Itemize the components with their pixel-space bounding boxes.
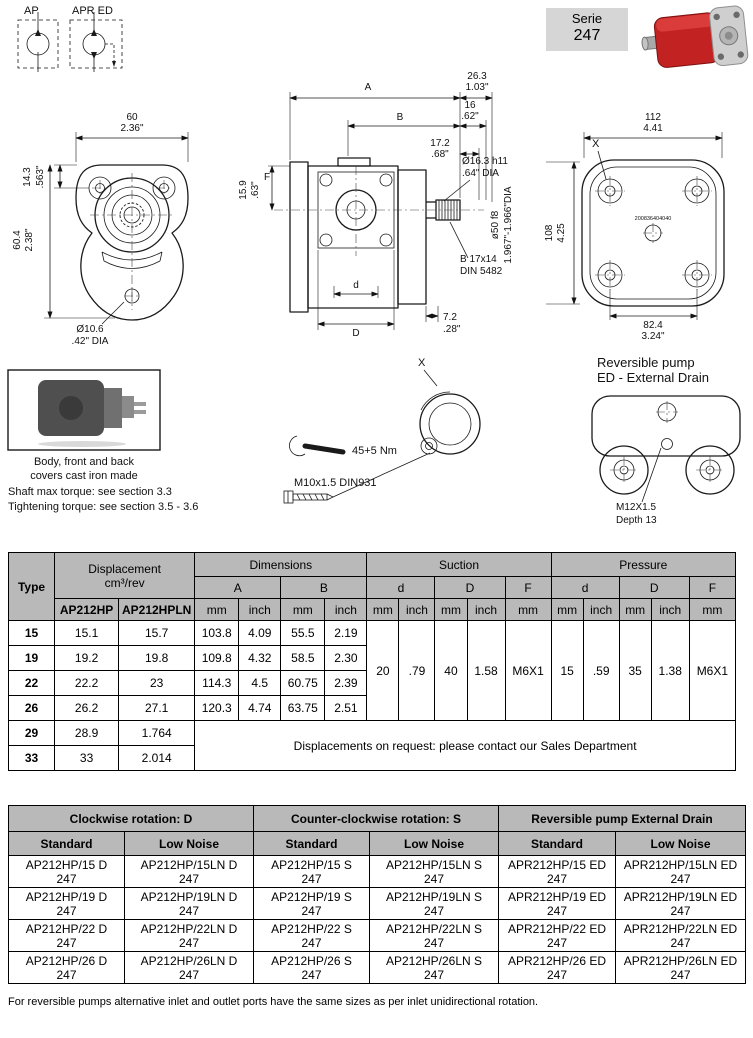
- order-code: AP212HP/19 S: [271, 889, 352, 904]
- side-view: [274, 158, 484, 312]
- value-cell: 63.75: [281, 696, 325, 721]
- order-code: AP212HP/19LN S: [385, 889, 483, 904]
- order-code-cell: [9, 952, 125, 984]
- bolt-spec: M10x1.5 DIN931: [294, 477, 377, 489]
- unit-header: inch: [325, 599, 367, 621]
- order-code-cell: [125, 920, 254, 952]
- dim-front-hole-in: .42" DIA: [71, 336, 109, 347]
- order-code-cell: [254, 856, 370, 888]
- order-serie: 247: [546, 903, 568, 918]
- dim-side-pilot-in: 1.967"-1.966"DIA: [503, 186, 514, 264]
- suction-f: M6X1: [505, 621, 551, 721]
- displacement-unit: cm³/rev: [104, 575, 145, 590]
- col-header-pressure-d: d: [551, 577, 619, 599]
- order-serie: 247: [56, 903, 77, 918]
- order-serie: 247: [670, 935, 691, 950]
- unit-header: inch: [583, 599, 619, 621]
- value-cell: 60.75: [281, 671, 325, 696]
- order-code: APR212HP/26LN ED: [623, 953, 738, 968]
- order-serie: 247: [546, 935, 568, 950]
- dim-front-hole-mm: Ø10.6: [76, 324, 104, 335]
- dim-front-width-in: 2.36": [120, 123, 144, 134]
- col-header-suction-f: F: [505, 577, 551, 599]
- back-stamp-text: 200836404040: [634, 216, 672, 222]
- pressure-D-mm: 35: [619, 621, 651, 721]
- unit-header: inch: [239, 599, 281, 621]
- value-cell: 103.8: [195, 621, 239, 646]
- dim-side-shaft-mm: Ø16.3 h11: [462, 156, 508, 167]
- order-serie: 247: [423, 871, 445, 886]
- x-detail-label: X: [418, 357, 426, 369]
- order-serie: 247: [423, 903, 445, 918]
- type-cell: 29: [9, 721, 55, 746]
- col-header-ap212hpln: AP212HPLN: [119, 599, 195, 621]
- order-serie: 247: [423, 935, 445, 950]
- unit-header: mm: [619, 599, 651, 621]
- drain-depth-label: Depth 13: [616, 515, 657, 526]
- order-code: APR212HP/19LN ED: [623, 889, 738, 904]
- ordering-table: [8, 805, 746, 984]
- type-cell: 33: [9, 746, 55, 771]
- order-code: AP212HP/26 S: [271, 953, 352, 968]
- order-code-cell: [9, 888, 125, 920]
- body-caption-line2: covers cast iron made: [30, 470, 138, 482]
- value-cell: 22.2: [55, 671, 119, 696]
- table-row: [9, 952, 746, 984]
- order-code-cell: [616, 856, 746, 888]
- order-code-cell: [254, 952, 370, 984]
- order-serie: 247: [56, 935, 77, 950]
- suction-d-mm: 20: [367, 621, 399, 721]
- order-code-cell: [125, 952, 254, 984]
- order-code: AP212HP/15 S: [271, 857, 352, 872]
- value-cell: 15.1: [55, 621, 119, 646]
- dim-front-height-in: 2.38": [24, 228, 35, 252]
- dim-side-b: B: [396, 112, 404, 123]
- pump-3d-image: [639, 5, 748, 74]
- order-code: AP212HP/22LN S: [385, 921, 483, 936]
- value-cell: 55.5: [281, 621, 325, 646]
- tightening-torque-note: Tightening torque: see section 3.5 - 3.6: [8, 501, 199, 513]
- col-header-pressure: Pressure: [551, 553, 735, 577]
- dim-side-e-in: .63": [250, 181, 261, 199]
- order-code: APR212HP/15LN ED: [623, 857, 738, 872]
- front-view: [76, 165, 188, 320]
- shaft-torque-note: Shaft max torque: see section 3.3: [8, 486, 172, 498]
- table-row: [9, 920, 746, 952]
- subheader-standard: Standard: [499, 832, 616, 856]
- order-serie: 247: [56, 967, 77, 982]
- apr-ed-symbol-label: APR ED: [72, 5, 113, 17]
- pressure-d-in: .59: [583, 621, 619, 721]
- order-serie: 247: [670, 871, 691, 886]
- reversible-title-line1: Reversible pump: [597, 355, 695, 370]
- dim-side-spline-std: DIN 5482: [460, 266, 503, 277]
- order-code-cell: [254, 920, 370, 952]
- table-row: [9, 621, 736, 646]
- serie-label: Serie: [571, 11, 603, 26]
- dim-front-flange-in: .563": [35, 165, 46, 189]
- order-serie: 247: [423, 967, 445, 982]
- unit-header: mm: [367, 599, 399, 621]
- value-cell: 58.5: [281, 646, 325, 671]
- value-cell: 2.51: [325, 696, 367, 721]
- value-cell: 28.9: [55, 721, 119, 746]
- order-serie: 247: [178, 871, 200, 886]
- dim-side-b-ext-mm: 16: [464, 100, 476, 111]
- col-header-suction: Suction: [367, 553, 551, 577]
- order-code: AP212HP/22 D: [25, 921, 108, 936]
- reversible-ed-view: [592, 396, 740, 526]
- dim-front-width-mm: 60: [126, 112, 138, 123]
- pressure-f: M6X1: [689, 621, 735, 721]
- order-code-cell: [370, 888, 499, 920]
- type-cell: 15: [9, 621, 55, 646]
- screw-icon: [284, 491, 333, 503]
- group-header-counterclockwise: Counter-clockwise rotation: S: [254, 806, 499, 832]
- torque-value: 45+5 Nm: [352, 445, 397, 457]
- dim-side-shaft-in: .64" DIA: [462, 168, 499, 179]
- subheader-standard: Standard: [9, 832, 125, 856]
- dim-back-bolt-in: 3.24": [641, 331, 665, 342]
- x-detail-view: [418, 357, 480, 454]
- suction-D-mm: 40: [435, 621, 467, 721]
- order-code-cell: [499, 920, 616, 952]
- dim-side-d-upper: D: [352, 328, 360, 339]
- dim-back-width-mm: 112: [645, 112, 661, 123]
- value-cell: 19.8: [119, 646, 195, 671]
- dim-side-g-in: .28": [443, 324, 461, 335]
- dim-front-height-mm: 60.4: [12, 230, 23, 250]
- unit-header: mm: [505, 599, 551, 621]
- type-cell: 19: [9, 646, 55, 671]
- dim-side-b-ext-in: .62": [461, 111, 479, 122]
- order-code: AP212HP/22 S: [271, 921, 352, 936]
- order-code: APR212HP/19 ED: [507, 889, 607, 904]
- reversible-title-line2: ED - External Drain: [597, 370, 709, 385]
- value-cell: 15.7: [119, 621, 195, 646]
- col-header-pressure-f: F: [689, 577, 735, 599]
- back-x-label: X: [592, 138, 600, 150]
- order-serie: 247: [546, 871, 568, 886]
- order-code-cell: [499, 856, 616, 888]
- table-row: [9, 721, 736, 746]
- type-cell: 26: [9, 696, 55, 721]
- order-code: AP212HP/15LN S: [385, 857, 483, 872]
- suction-D-in: 1.58: [467, 621, 505, 721]
- dim-side-d-lower: d: [353, 280, 359, 291]
- order-code: APR212HP/26 ED: [507, 953, 607, 968]
- unit-header: mm: [689, 599, 735, 621]
- order-code: AP212HP/26LN S: [385, 953, 483, 968]
- back-bolt-holes: [595, 176, 712, 290]
- value-cell: 109.8: [195, 646, 239, 671]
- order-code-cell: [125, 856, 254, 888]
- order-code: AP212HP/19 D: [25, 889, 108, 904]
- order-serie: 247: [178, 935, 200, 950]
- front-view-dimensions: [12, 112, 188, 347]
- col-header-displacement: [55, 553, 195, 599]
- col-header-a: A: [195, 577, 281, 599]
- order-serie: 247: [301, 967, 322, 982]
- back-view: [582, 160, 724, 306]
- value-cell: 4.32: [239, 646, 281, 671]
- dim-side-spline: B 17x14: [460, 254, 497, 265]
- subheader-lownoise: Low Noise: [125, 832, 254, 856]
- value-cell: 2.19: [325, 621, 367, 646]
- drain-thread-label: M12X1.5: [616, 502, 657, 513]
- order-code: APR212HP/22 ED: [507, 921, 607, 936]
- col-header-suction-d: d: [367, 577, 435, 599]
- dim-front-flange-mm: 14.3: [22, 167, 33, 187]
- value-cell: 2.014: [119, 746, 195, 771]
- col-header-ap212hp: AP212HP: [55, 599, 119, 621]
- dim-side-a-ext-in: 1.03": [465, 82, 489, 93]
- order-code: AP212HP/19LN D: [140, 889, 238, 904]
- order-code-cell: [370, 952, 499, 984]
- order-serie: 247: [178, 967, 200, 982]
- unit-header: mm: [551, 599, 583, 621]
- value-cell: 33: [55, 746, 119, 771]
- value-cell: 27.1: [119, 696, 195, 721]
- order-code-cell: [9, 856, 125, 888]
- pressure-D-in: 1.38: [651, 621, 689, 721]
- order-serie: 247: [178, 903, 200, 918]
- order-code: AP212HP/15LN D: [140, 857, 238, 872]
- value-cell: 23: [119, 671, 195, 696]
- value-cell: 4.74: [239, 696, 281, 721]
- value-cell: 2.39: [325, 671, 367, 696]
- unit-header: inch: [467, 599, 505, 621]
- subheader-lownoise: Low Noise: [370, 832, 499, 856]
- unit-header: mm: [281, 599, 325, 621]
- dim-side-c-in: .68": [431, 149, 449, 160]
- unit-header: inch: [651, 599, 689, 621]
- order-code-cell: [9, 920, 125, 952]
- table-row: [9, 856, 746, 888]
- unit-header: mm: [435, 599, 467, 621]
- value-cell: 4.5: [239, 671, 281, 696]
- hydraulic-symbols: [6, 2, 156, 76]
- order-code-cell: [499, 952, 616, 984]
- col-header-b: B: [281, 577, 367, 599]
- order-code: APR212HP/15 ED: [507, 857, 607, 872]
- order-serie: 247: [670, 903, 691, 918]
- serie-badge: [546, 8, 628, 51]
- value-cell: 4.09: [239, 621, 281, 646]
- order-serie: 247: [301, 935, 322, 950]
- detail-drawings: [0, 352, 753, 550]
- footer-note: For reversible pumps alternative inlet and outlet ports have the same sizes as per inlet unidirectional rotation.: [8, 996, 539, 1008]
- order-code-cell: [370, 856, 499, 888]
- table-row: [9, 888, 746, 920]
- order-code: AP212HP/26LN D: [140, 953, 238, 968]
- dim-side-a-ext-mm: 26.3: [467, 71, 487, 82]
- dim-side-c-mm: 17.2: [430, 138, 450, 149]
- order-serie: 247: [301, 871, 322, 886]
- col-header-pressure-D: D: [619, 577, 689, 599]
- order-code-cell: [254, 888, 370, 920]
- dim-back-height-mm: 108: [544, 224, 555, 242]
- ap-symbol-label: AP: [24, 5, 39, 17]
- dim-back-width-in: 4.41: [643, 123, 663, 134]
- displacement-label: Displacement: [88, 561, 161, 576]
- technical-drawing: [0, 70, 753, 360]
- body-photo-frame: [8, 370, 160, 450]
- dim-side-pilot-mm: ø50 f8: [490, 210, 501, 240]
- body-caption-line1: Body, front and back: [33, 456, 135, 468]
- order-serie: 247: [56, 871, 77, 886]
- ap-symbol: [18, 12, 58, 72]
- subheader-standard: Standard: [254, 832, 370, 856]
- order-code: AP212HP/22LN D: [140, 921, 238, 936]
- col-header-dimensions: Dimensions: [195, 553, 367, 577]
- dim-side-f: F: [263, 172, 271, 183]
- group-header-clockwise: Clockwise rotation: D: [9, 806, 254, 832]
- suction-d-in: .79: [399, 621, 435, 721]
- serie-number: 247: [573, 27, 601, 44]
- product-photo: [638, 0, 753, 80]
- dim-back-bolt-mm: 82.4: [643, 320, 663, 331]
- order-serie: 247: [301, 903, 322, 918]
- dim-back-height-in: 4.25: [556, 223, 567, 243]
- subheader-lownoise: Low Noise: [616, 832, 746, 856]
- apr-ed-symbol: [70, 12, 122, 72]
- dim-side-a: A: [364, 82, 372, 93]
- order-serie: 247: [670, 967, 691, 982]
- dim-side-e-mm: 15.9: [238, 180, 249, 200]
- dimension-table: [8, 552, 736, 771]
- dim-side-g-mm: 7.2: [443, 312, 457, 323]
- pressure-d-mm: 15: [551, 621, 583, 721]
- unit-header: mm: [195, 599, 239, 621]
- unit-header: inch: [399, 599, 435, 621]
- order-code-cell: [616, 888, 746, 920]
- value-cell: 26.2: [55, 696, 119, 721]
- col-header-type: Type: [9, 553, 55, 621]
- order-code-cell: [125, 888, 254, 920]
- order-code-cell: [616, 920, 746, 952]
- order-code: AP212HP/26 D: [25, 953, 108, 968]
- col-header-suction-D: D: [435, 577, 505, 599]
- order-serie: 247: [546, 967, 568, 982]
- displacement-note: Displacements on request: please contact our Sales Department: [195, 721, 736, 771]
- order-code: APR212HP/22LN ED: [623, 921, 738, 936]
- back-view-dimensions: [544, 112, 722, 342]
- wrench-icon: [289, 436, 343, 456]
- type-cell: 22: [9, 671, 55, 696]
- value-cell: 1.764: [119, 721, 195, 746]
- order-code: AP212HP/15 D: [25, 857, 108, 872]
- value-cell: 2.30: [325, 646, 367, 671]
- order-code-cell: [616, 952, 746, 984]
- group-header-reversible: Reversible pump External Drain: [499, 806, 746, 832]
- order-code-cell: [370, 920, 499, 952]
- value-cell: 120.3: [195, 696, 239, 721]
- order-code-cell: [499, 888, 616, 920]
- value-cell: 114.3: [195, 671, 239, 696]
- value-cell: 19.2: [55, 646, 119, 671]
